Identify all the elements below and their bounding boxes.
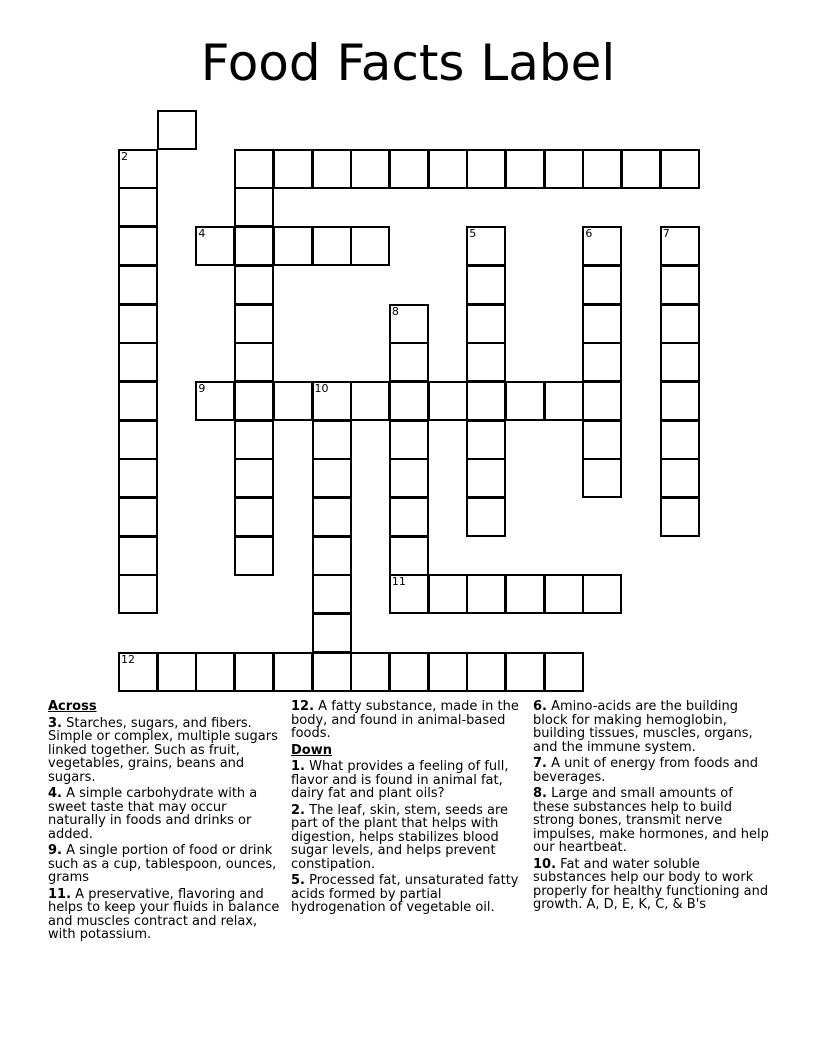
- across-header: Across: [48, 699, 97, 714]
- clue-number: 6.: [533, 699, 547, 714]
- grid-cell[interactable]: [660, 149, 700, 189]
- grid-cell[interactable]: [660, 342, 700, 382]
- cell-number: 10: [314, 381, 329, 395]
- grid-cell[interactable]: [118, 226, 158, 266]
- clue-down-10: [533, 858, 771, 912]
- grid-cell[interactable]: [582, 265, 622, 305]
- grid-cell[interactable]: [273, 226, 313, 266]
- clue-number: 12.: [291, 699, 315, 714]
- clue-down-5: [291, 874, 529, 915]
- grid-cell[interactable]: [505, 149, 545, 189]
- grid-cell[interactable]: [389, 652, 429, 692]
- grid-cell[interactable]: [428, 652, 468, 692]
- grid-cell[interactable]: [389, 420, 429, 460]
- cell-number: 7: [662, 227, 670, 241]
- grid-cell[interactable]: [389, 342, 429, 382]
- grid-cell[interactable]: [118, 574, 158, 614]
- clue-text: Processed fat, unsaturated fatty acids formed by partial hydrogenation of vegetable oil.: [291, 873, 519, 915]
- clue-across-11: [48, 888, 286, 942]
- grid-cell[interactable]: [389, 149, 429, 189]
- grid-cell[interactable]: [273, 652, 313, 692]
- grid-cell[interactable]: [234, 381, 274, 421]
- grid-cell[interactable]: [466, 497, 506, 537]
- clue-down-1: [291, 760, 529, 801]
- grid-cell[interactable]: [157, 110, 197, 150]
- grid-cell[interactable]: [234, 342, 274, 382]
- clue-number: 5.: [291, 873, 305, 888]
- cell-number: 2: [121, 149, 128, 163]
- clue-text: A simple carbohydrate with a sweet taste that may occur naturally in foods and drinks or added.: [48, 786, 258, 842]
- cell-number: 6: [585, 227, 593, 241]
- grid-cell[interactable]: [234, 420, 274, 460]
- clue-number: 8.: [533, 786, 547, 801]
- grid-cell[interactable]: [582, 149, 622, 189]
- clue-number: 2.: [291, 802, 305, 818]
- grid-cell[interactable]: [505, 574, 545, 614]
- grid-cell[interactable]: [660, 265, 700, 305]
- grid-cell[interactable]: [466, 226, 506, 266]
- clue-down-2: [291, 804, 529, 872]
- clue-column-3: [533, 700, 771, 915]
- clue-across-9: [48, 844, 286, 885]
- grid-cell[interactable]: [234, 187, 274, 227]
- grid-cell[interactable]: [466, 458, 506, 498]
- grid-cell[interactable]: [118, 497, 158, 537]
- grid-cell[interactable]: [660, 304, 700, 344]
- grid-cell[interactable]: [582, 574, 622, 614]
- grid-cell[interactable]: [505, 652, 545, 692]
- grid-cell[interactable]: [118, 304, 158, 344]
- grid-cell[interactable]: [389, 458, 429, 498]
- grid-cell[interactable]: [350, 381, 390, 421]
- grid-cell[interactable]: [118, 342, 158, 382]
- grid-cell[interactable]: [582, 304, 622, 344]
- grid-cell[interactable]: [312, 226, 352, 266]
- clue-text: Amino-acids are the building block for making hemoglobin, building tissues, muscles, organs, and the immune system.: [533, 699, 753, 755]
- grid-cell[interactable]: [118, 536, 158, 576]
- grid-cell[interactable]: [660, 458, 700, 498]
- clue-number: 1.: [291, 759, 305, 774]
- grid-cell[interactable]: [118, 420, 158, 460]
- grid-cell[interactable]: [273, 149, 313, 189]
- grid-cell[interactable]: [234, 304, 274, 344]
- grid-cell[interactable]: [660, 226, 700, 266]
- grid-cell[interactable]: [389, 497, 429, 537]
- grid-cell[interactable]: [428, 381, 468, 421]
- clue-number: 7.: [533, 756, 547, 771]
- grid-cell[interactable]: [621, 149, 661, 189]
- grid-cell[interactable]: [312, 497, 352, 537]
- grid-cell[interactable]: [544, 574, 584, 614]
- grid-cell[interactable]: [428, 574, 468, 614]
- grid-cell[interactable]: [350, 652, 390, 692]
- cell-number: 4: [198, 227, 206, 241]
- clue-number: 4.: [48, 786, 62, 801]
- grid-cell[interactable]: [273, 381, 313, 421]
- grid-cell[interactable]: [118, 187, 158, 227]
- grid-cell[interactable]: [389, 304, 429, 344]
- grid-cell[interactable]: [582, 342, 622, 382]
- cell-number: 8: [391, 304, 399, 318]
- clue-number: 11.: [48, 886, 72, 902]
- grid-cell[interactable]: [234, 226, 274, 266]
- cell-number: 11: [391, 575, 406, 589]
- grid-cell[interactable]: [660, 420, 700, 460]
- clue-text: A unit of energy from foods and beverages.: [533, 756, 759, 785]
- clue-number: 9.: [48, 843, 62, 858]
- grid-cell[interactable]: [466, 574, 506, 614]
- grid-cell[interactable]: [466, 342, 506, 382]
- down-header: Down: [291, 742, 332, 758]
- clue-down-8: [533, 787, 771, 855]
- grid-cell[interactable]: [582, 420, 622, 460]
- grid-cell[interactable]: [582, 458, 622, 498]
- grid-cell[interactable]: [312, 536, 352, 576]
- clue-text: A single portion of food or drink such as a cup, tablespoon, ounces, grams: [48, 843, 277, 885]
- grid-cell[interactable]: [389, 574, 429, 614]
- grid-cell[interactable]: [195, 381, 235, 421]
- clue-text: Large and small amounts of these substances help to build strong bones, transmit nerve impulses, make hormones, and help our heartbeat.: [533, 786, 769, 855]
- grid-cell[interactable]: [234, 497, 274, 537]
- grid-cell[interactable]: [234, 265, 274, 305]
- grid-cell[interactable]: [312, 458, 352, 498]
- grid-cell[interactable]: [389, 381, 429, 421]
- grid-cell[interactable]: [350, 149, 390, 189]
- clue-down-6: [533, 700, 771, 754]
- grid-cell[interactable]: [544, 149, 584, 189]
- grid-cell[interactable]: [582, 226, 622, 266]
- grid-cell[interactable]: [312, 574, 352, 614]
- clue-text: What provides a feeling of full, flavor and is found in animal fat, dairy fat and plant oils?: [291, 759, 509, 801]
- grid-cell[interactable]: [544, 652, 584, 692]
- clue-text: A fatty substance, made in the body, and found in animal-based foods.: [291, 699, 519, 741]
- grid-cell[interactable]: [195, 226, 235, 266]
- grid-cell[interactable]: [118, 652, 158, 692]
- clue-number: 3.: [48, 715, 62, 731]
- page-title: Food Facts Label: [200, 34, 616, 92]
- grid-cell[interactable]: [660, 497, 700, 537]
- clue-text: Starches, sugars, and fibers. Simple or complex, multiple sugars linked together. Such as fruit, vegetables, grains, beans and sugars.: [48, 715, 278, 785]
- cell-number: 5: [469, 227, 477, 241]
- grid-cell[interactable]: [466, 304, 506, 344]
- grid-cell[interactable]: [544, 381, 584, 421]
- cell-number: 9: [198, 381, 206, 395]
- grid-cell[interactable]: [118, 265, 158, 305]
- grid-cell[interactable]: [582, 381, 622, 421]
- grid-cell[interactable]: [505, 381, 545, 421]
- grid-cell[interactable]: [660, 381, 700, 421]
- grid-cell[interactable]: [466, 652, 506, 692]
- grid-cell[interactable]: [466, 265, 506, 305]
- grid-cell[interactable]: [312, 652, 352, 692]
- grid-cell[interactable]: [312, 420, 352, 460]
- grid-cell[interactable]: [157, 652, 197, 692]
- clue-across-12: [291, 700, 529, 741]
- clue-number: 10.: [533, 856, 557, 872]
- cell-number: 12: [121, 652, 135, 666]
- clue-down-7: [533, 757, 771, 784]
- clue-text: Fat and water soluble substances help our body to work properly for healthy functioning and growth. A, D, E, K, C, & B's: [533, 856, 769, 912]
- grid-cell[interactable]: [195, 652, 235, 692]
- grid-cell[interactable]: [234, 652, 274, 692]
- grid-cell[interactable]: [312, 613, 352, 653]
- clue-across-4: [48, 787, 286, 841]
- clue-text: The leaf, skin, stem, seeds are part of the plant that helps with digestion, helps stabilizes blood sugar levels, and helps prevent constipation.: [291, 802, 509, 872]
- grid-cell[interactable]: [118, 149, 158, 189]
- grid-cell[interactable]: [312, 381, 352, 421]
- grid-cell[interactable]: [118, 381, 158, 421]
- grid-cell[interactable]: [350, 226, 390, 266]
- grid-cell[interactable]: [466, 420, 506, 460]
- grid-cell[interactable]: [234, 458, 274, 498]
- clue-across-3: [48, 717, 286, 785]
- grid-cell[interactable]: [234, 536, 274, 576]
- grid-cell[interactable]: [312, 149, 352, 189]
- grid-cell[interactable]: [428, 149, 468, 189]
- grid-cell[interactable]: [389, 536, 429, 576]
- clue-column-2: [291, 700, 529, 918]
- grid-cell[interactable]: [466, 381, 506, 421]
- grid-cell[interactable]: [466, 149, 506, 189]
- grid-cell[interactable]: [234, 149, 274, 189]
- clue-column-1: [48, 700, 286, 945]
- clue-text: A preservative, flavoring and helps to keep your fluids in balance and muscles contract and relax, with potassium.: [48, 886, 280, 942]
- grid-cell[interactable]: [118, 458, 158, 498]
